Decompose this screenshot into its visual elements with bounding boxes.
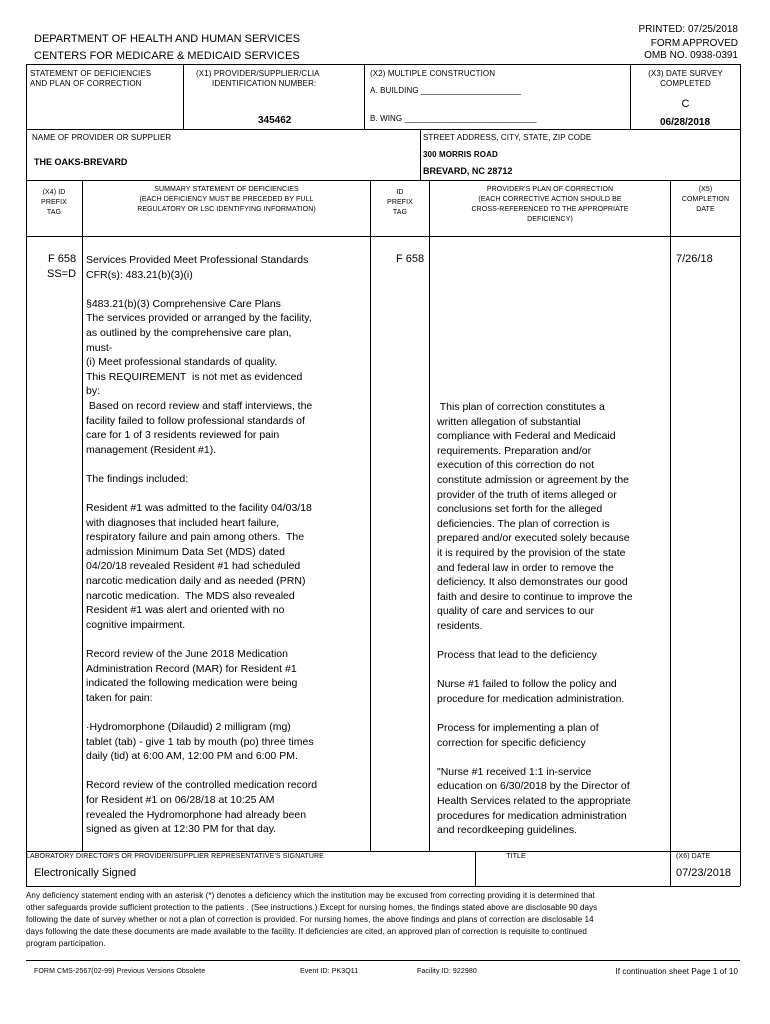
provider-name-label: NAME OF PROVIDER OR SUPPLIER — [32, 133, 172, 142]
rule — [26, 236, 740, 237]
title-label: TITLE — [506, 853, 526, 860]
provider-number: 345462 — [258, 115, 292, 126]
x5-header-1: (X5) — [698, 186, 713, 193]
provider-name: THE OAKS-BREVARD — [34, 157, 128, 167]
rule — [420, 129, 421, 180]
x5-header-2: COMPLETION — [681, 196, 730, 203]
dept-line-2: CENTERS FOR MEDICARE & MEDICAID SERVICES — [34, 50, 300, 62]
printed-date: PRINTED: 07/25/2018 — [638, 24, 738, 35]
footnote-line: other safeguards provide sufficient protection to the patients . (See instructions.) Except for nursing homes, the findings stated above are disclosable 90 days — [26, 903, 598, 912]
id-header-3: TAG — [392, 209, 408, 216]
x4-header-3: TAG — [46, 209, 62, 216]
rule — [26, 960, 740, 961]
plan-header-3: CROSS-REFERENCED TO THE APPROPRIATE — [471, 206, 629, 213]
dept-line-1: DEPARTMENT OF HEALTH AND HUMAN SERVICES — [34, 33, 301, 45]
rule — [429, 180, 430, 851]
plan-id-tag: F 658 — [396, 253, 425, 265]
omb-number: OMB NO. 0938-0391 — [644, 50, 738, 61]
id-header-1: ID — [396, 189, 404, 196]
x3-code: C — [681, 98, 690, 110]
page-number: If continuation sheet Page 1 of 10 — [615, 967, 738, 976]
summary-header-3: REGULATORY OR LSC IDENTIFYING INFORMATION) — [137, 206, 316, 213]
x4-header-2: PREFIX — [41, 199, 67, 206]
signature-value: Electronically Signed — [34, 867, 137, 879]
rule — [26, 886, 740, 887]
x2-label: (X2) MULTIPLE CONSTRUCTION — [370, 69, 496, 78]
wing-line: B. WING _____________________________ — [370, 114, 537, 123]
plan-header-4: DEFICIENCY) — [527, 216, 573, 223]
summary-header-1: SUMMARY STATEMENT OF DEFICIENCIES — [154, 186, 299, 193]
id-header-2: PREFIX — [387, 199, 413, 206]
summary-header-2: (EACH DEFICIENCY MUST BE PRECEDED BY FULL — [139, 196, 314, 203]
footnote-line: following the date of survey whether or not a plan of correction is provided. For nursing homes, the above findings and plans of correction are disclosable 14 — [26, 915, 594, 924]
footnote-line: Any deficiency statement ending with an asterisk (*) denotes a deficiency which the institution may be excused from correcting providing it is determined that — [26, 891, 595, 900]
statement-label-2: AND PLAN OF CORRECTION — [30, 79, 142, 88]
x1-label-1: (X1) PROVIDER/SUPPLIER/CLIA — [196, 69, 320, 78]
footnote-line: days following the date these documents are made available to the facility. If deficiencies are cited, an approved plan of correction is requisite to continued — [26, 927, 587, 936]
rule — [670, 180, 671, 851]
x4-header-1: (X4) ID — [42, 189, 66, 196]
x5-header-3: DATE — [696, 206, 715, 213]
plan-of-correction: This plan of correction constitutes a written allegation of substantial compliance with Federal and Medicaid requirements. Preparation and/or execution of this correction do not constitute admission or agreement by the provider of the truth of items alleged or conclusions set forth for the alleged deficiencies. The plan of correction is prepared and/or executed solely because it is required by the provision of the state and federal law in order to remove the deficiency. It also demonstrates our good faith and desire to continue to improve the quality of care and services to our residents. Process that lead to the deficiency Nurse #1 failed to follow the policy and procedure for medication administration. Process for implementing a plan of correction for specific deficiency "Nurse #1 received 1:1 in-service education on 6/30/2018 by the Director of Health Services related to the appropriate procedures for medication administration and recordkeeping guidelines. — [437, 401, 633, 837]
form-approved: FORM APPROVED — [650, 38, 738, 49]
rule — [26, 64, 740, 65]
street-label: STREET ADDRESS, CITY, STATE, ZIP CODE — [423, 133, 592, 142]
city-state-zip: BREVARD, NC 28712 — [423, 166, 513, 176]
x1-label-2: IDENTIFICATION NUMBER: — [212, 79, 317, 88]
survey-date: 06/28/2018 — [660, 117, 711, 128]
statement-label-1: STATEMENT OF DEFICIENCIES — [30, 69, 152, 78]
x3-label-2: COMPLETED — [660, 79, 711, 88]
x3-label-1: (X3) DATE SURVEY — [648, 69, 723, 78]
rule — [670, 851, 671, 886]
signature-label: LABORATORY DIRECTOR'S OR PROVIDER/SUPPLIER REPRESENTATIVE'S SIGNATURE — [26, 853, 324, 860]
footnote-line: program participation. — [26, 939, 106, 948]
rule — [26, 851, 740, 852]
rule — [26, 180, 740, 181]
rule — [26, 129, 740, 130]
signature-date: 07/23/2018 — [676, 867, 732, 879]
plan-header-2: (EACH CORRECTIVE ACTION SHOULD BE — [478, 196, 622, 203]
event-id: Event ID: PK3Q11 — [300, 968, 359, 975]
deficiency-tag: F 658 — [48, 253, 77, 265]
rule — [364, 64, 365, 129]
building-line: A. BUILDING ______________________ — [370, 86, 522, 95]
plan-header-1: PROVIDER'S PLAN OF CORRECTION — [486, 186, 614, 193]
date-label: (X6) DATE — [676, 853, 711, 860]
rule — [26, 64, 27, 886]
rule — [183, 64, 184, 129]
facility-id: Facility ID: 922980 — [417, 968, 477, 975]
rule — [82, 180, 83, 851]
scope-severity: SS=D — [47, 268, 77, 280]
rule — [370, 180, 371, 851]
summary-statement: Services Provided Meet Professional Standards CFR(s): 483.21(b)(3)(i) §483.21(b)(3) Comprehensive Care Plans The services provided or arranged by the facility, as outlined by the comprehensive care plan, must- (i) Meet professional standards of quality. This REQUIREMENT is not met as evidenced by: Based on record review and staff interviews, the facility failed to follow professional standards of care for 1 of 3 residents reviewed for pain management (Resident #1). The findings included: Resident #1 was admitted to the facility 04/03/18 with diagnoses that included heart failure, respiratory failure and pain among others. The admission Minimum Data Set (MDS) dated 04/20/18 revealed Resident #1 had scheduled narcotic medication daily and as needed (PRN) narcotic medication. The MDS also revealed Resident #1 was alert and oriented with no cognitive impairment. Record review of the June 2018 Medication Administration Record (MAR) for Resident #1 indicated the following medication were being taken for pain: ·Hydromorphone (Dilaudid) 2 milligram (mg) tablet (tab) - give 1 tab by mouth (po) three times daily (tid) at 6:00 AM, 12:00 PM and 6:00 PM. Record review of the controlled medication record for Resident #1 on 06/28/18 at 10:25 AM revealed the Hydromorphone had already been signed as given at 12:30 PM for that day. — [86, 254, 318, 836]
street-address: 300 MORRIS ROAD — [423, 150, 498, 159]
form-number: FORM CMS-2567(02-99) Previous Versions Obsolete — [34, 968, 206, 975]
rule — [740, 64, 741, 886]
completion-date: 7/26/18 — [676, 253, 713, 265]
